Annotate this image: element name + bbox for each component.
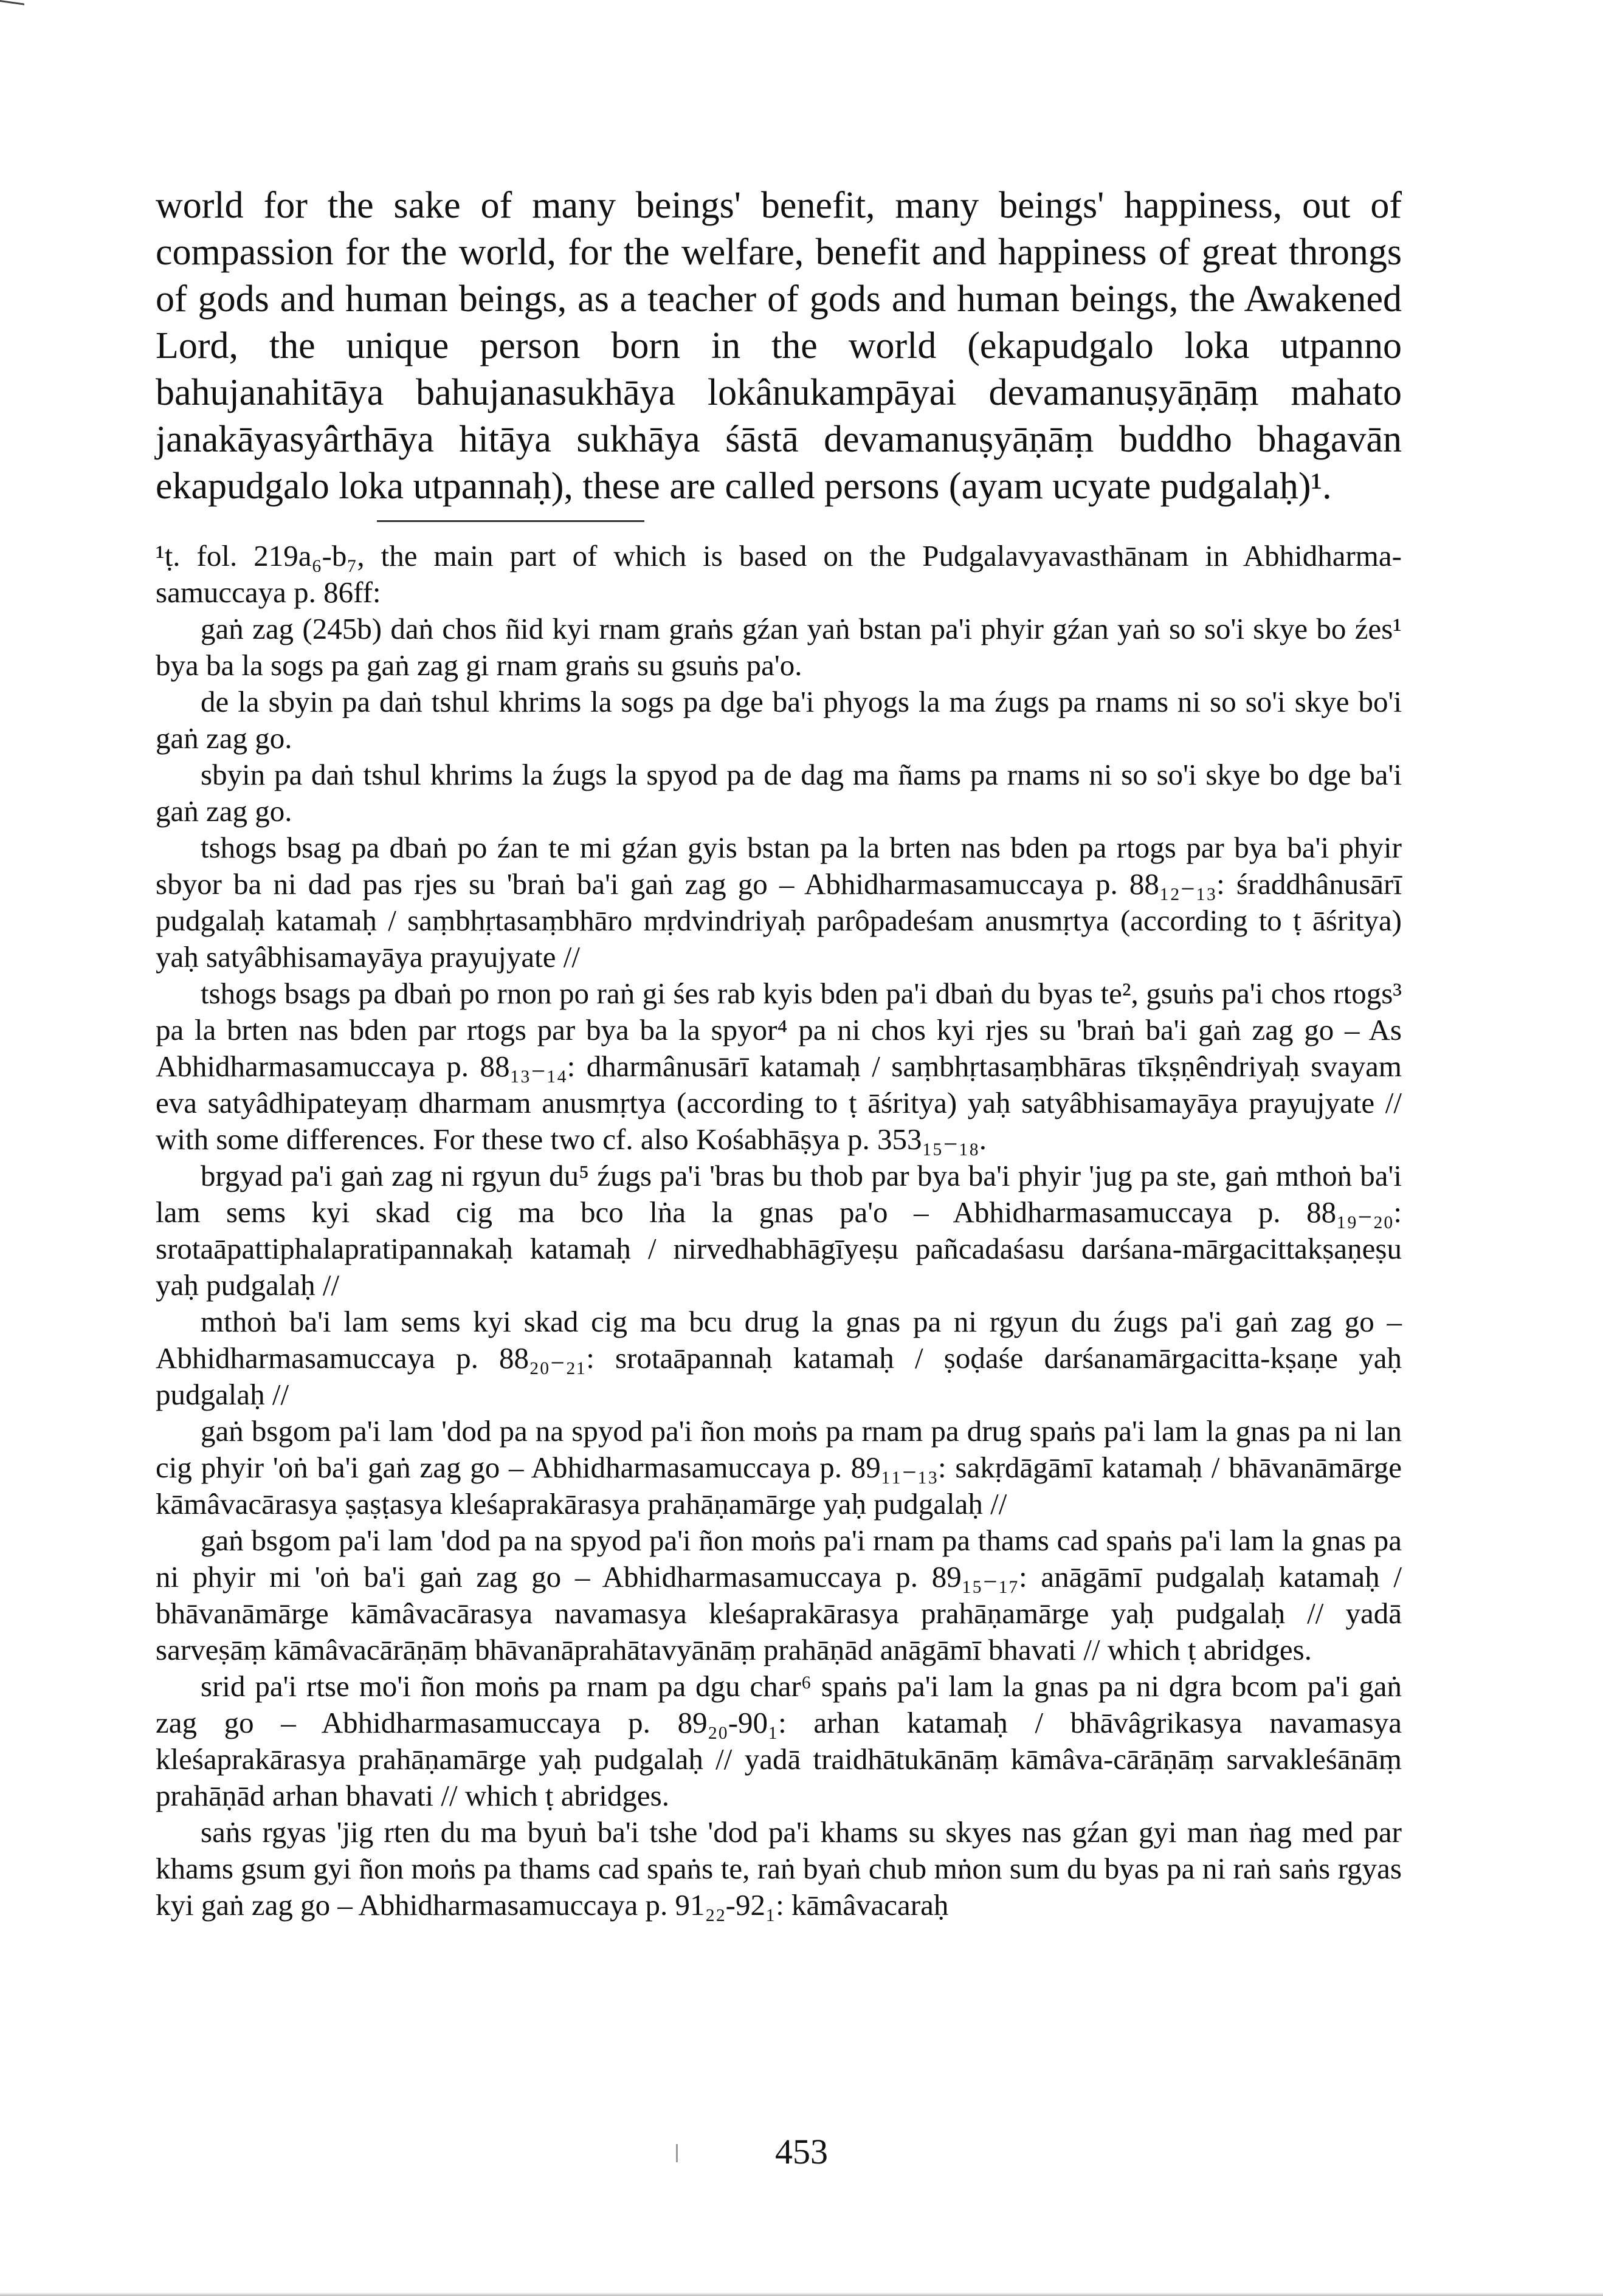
footnote-paragraph: srid pa'i rtse mo'i ñon moṅs pa rnam pa dgu char⁶ spaṅs pa'i lam la gnas pa ni dgra bcom pa'i gaṅ zag go – Abhidharmasamuccaya p. 89₂₀-90₁: arhan katamaḥ / bhāvâgrikasya navamasya kleśaprakārasya prahāṇamārge yaḥ pudgalaḥ // yadā traidhātukānāṃ kāmâva-cārāṇāṃ sarvakleśānāṃ prahāṇād arhan bhavati // which ṭ abridges.	[156, 1669, 1402, 1812]
footnote-paragraph: sbyin pa daṅ tshul khrims la źugs la spyod pa de dag ma ñams pa rnams ni so so'i skye bo dge ba'i gaṅ zag go.	[156, 758, 1402, 828]
footnote-paragraph: saṅs rgyas 'jig rten du ma byuṅ ba'i tshe 'dod pa'i khams su skyes nas gźan gyi man ṅag med par khams gsum gyi ñon moṅs pa thams cad spaṅs te, raṅ byaṅ chub mṅon sum du byas pa ni raṅ saṅs rgyas kyi gaṅ zag go – Abhidharmasamuccaya p. 91₂₂-92₁: kāmâvacaraḥ	[156, 1815, 1402, 1922]
footnote-paragraph: brgyad pa'i gaṅ zag ni rgyun du⁵ źugs pa'i 'bras bu thob par bya ba'i phyir 'jug pa ste, gaṅ mthoṅ ba'i lam sems kyi skad cig ma bco lṅa la gnas pa'o – Abhidharmasamuccaya p. 88₁₉₋₂₀: srotaāpattiphalapratipannakaḥ katamaḥ / nirvedhabhāgīyeṣu pañcadaśasu darśana-mārgacittakṣaṇeṣu yaḥ pudgalaḥ //	[156, 1159, 1402, 1302]
footnote-paragraph: tshogs bsags pa dbaṅ po rnon po raṅ gi śes rab kyis bden pa'i dbaṅ du byas te², gsuṅs pa'i chos rtogs³ pa la brten nas bden par rtogs par bya ba la spyor⁴ pa ni chos kyi rjes su 'braṅ ba'i gaṅ zag go – As Abhidharmasamuccaya p. 88₁₃₋₁₄: dharmânusārī katamaḥ / saṃbhṛtasaṃbhāras tīkṣṇêndriyaḥ svayam eva satyâdhipateyaṃ dharmam anusmṛtya (according to ṭ āśritya) yaḥ satyâbhisamayāya prayujyate // with some differences. For these two cf. also Kośabhāṣya p. 353₁₅₋₁₈.	[156, 977, 1402, 1156]
footnote-paragraph: mthoṅ ba'i lam sems kyi skad cig ma bcu drug la gnas pa ni rgyun du źugs pa'i gaṅ zag go – Abhidharmasamuccaya p. 88₂₀₋₂₁: srotaāpannaḥ katamaḥ / ṣoḍaśe darśanamārgacitta-kṣaṇe yaḥ pudgalaḥ //	[156, 1305, 1402, 1411]
scan-bottom-edge	[0, 2292, 1603, 2296]
footnote-paragraph: gaṅ bsgom pa'i lam 'dod pa na spyod pa'i ñon moṅs pa'i rnam pa thams cad spaṅs pa'i lam la gnas pa ni phyir mi 'oṅ ba'i gaṅ zag go – Abhidharmasamuccaya p. 89₁₅₋₁₇: anāgāmī pudgalaḥ katamaḥ / bhāvanāmārge kāmâvacārasya navamasya kleśaprakārasya prahāṇamārge yaḥ pudgalaḥ // yadā sarveṣāṃ kāmâvacārāṇāṃ bhāvanāprahātavyānāṃ prahāṇād anāgāmī bhavati // which ṭ abridges.	[156, 1524, 1402, 1666]
footnote-paragraph: gaṅ bsgom pa'i lam 'dod pa na spyod pa'i ñon moṅs pa rnam pa drug spaṅs pa'i lam la gnas pa ni lan cig phyir 'oṅ ba'i gaṅ zag go – Abhidharmasamuccaya p. 89₁₁₋₁₃: sakṛdāgāmī katamaḥ / bhāvanāmārge kāmâvacārasya ṣaṣṭasya kleśaprakārasya prahāṇamārge yaḥ pudgalaḥ //	[156, 1414, 1402, 1521]
footnote-paragraph: tshogs bsag pa dbaṅ po źan te mi gźan gyis bstan pa la brten nas bden pa rtogs par bya ba'i phyir sbyor ba ni dad pas rjes su 'braṅ ba'i gaṅ zag go – Abhidharmasamuccaya p. 88₁₂₋₁₃: śraddhânusārī pudgalaḥ katamaḥ / saṃbhṛtasaṃbhāro mṛdvindriyaḥ parôpadeśam anusmṛtya (according to ṭ āśritya) yaḥ satyâbhisamayāya prayujyate //	[156, 831, 1402, 974]
main-paragraph: world for the sake of many beings' benefit, many beings' happiness, out of compassion for the world, for the welfare, benefit and happiness of great throngs of gods and human beings, as a teacher of gods and human beings, the Awakened Lord, the unique person born in the world (ekapudgalo loka utpanno bahujanahitāya bahujanasukhāya lokânukampāyai devamanuṣyāṇāṃ mahato janakāyasyârthāya hitāya sukhāya śāstā devamanuṣyāṇāṃ buddho bhagavān ekapudgalo loka utpannaḥ), these are called persons (ayam ucyate pudgalaḥ)¹.	[156, 185, 1402, 507]
footnote-paragraph: gaṅ zag (245b) daṅ chos ñid kyi rnam graṅs gźan yaṅ bstan pa'i phyir gźan yaṅ so so'i skye bo źes¹ bya ba la sogs pa gaṅ zag gi rnam graṅs su gsuṅs pa'o.	[156, 612, 1402, 682]
footnote-separator-rule	[377, 520, 644, 522]
main-text-block	[156, 182, 1402, 510]
scan-corner-mark	[0, 0, 24, 14]
footnotes-block	[156, 538, 1402, 1923]
footnote-paragraph: de la sbyin pa daṅ tshul khrims la sogs pa dge ba'i phyogs la ma źugs pa rnams ni so so'i skye bo'i gaṅ zag go.	[156, 685, 1402, 755]
page-number: 453	[775, 2132, 828, 2171]
footnote-intro: ¹ṭ. fol. 219a₆-b₇, the main part of which is based on the Pudgalavyavasthānam in Abhidharma-samuccaya p. 86ff:	[156, 539, 1402, 609]
